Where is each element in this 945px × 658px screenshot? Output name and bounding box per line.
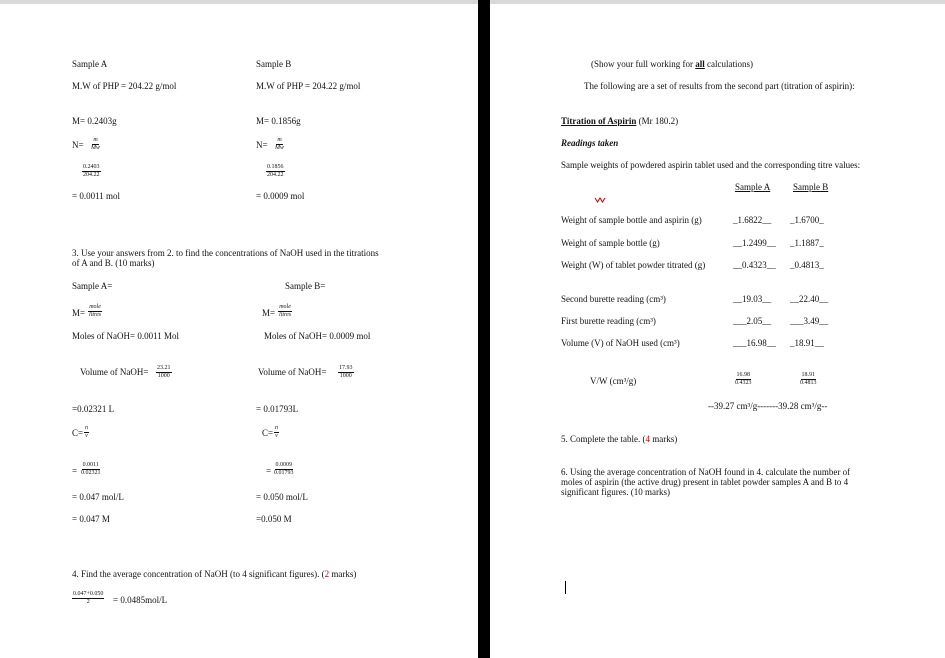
q6-line3: significant figures. (10 marks) bbox=[561, 487, 670, 497]
n-formula-b: $\frac{m}{Mw}$ bbox=[275, 137, 284, 151]
conc-b-eq: = bbox=[266, 466, 272, 476]
calc-b: $\frac{0.1856}{204.22}$ bbox=[267, 164, 284, 178]
page-divider bbox=[478, 0, 490, 658]
row-3-b: __22.40__ bbox=[790, 294, 829, 304]
intro: The following are a set of results from the second part (titration of aspirin): bbox=[584, 81, 855, 91]
row-1-b: _1.1887_ bbox=[790, 238, 824, 248]
vw-label: V/W (cm³/g) bbox=[590, 376, 637, 386]
row-0-a: _1.6822__ bbox=[733, 215, 772, 225]
sample-a-header: Sample A bbox=[72, 59, 108, 69]
q6-line2: moles of aspirin (the active drug) present in tablet powder samples A and B to 4 bbox=[561, 477, 849, 487]
molL-a: = 0.047 mol/L bbox=[72, 492, 124, 502]
readings-label: Readings taken bbox=[561, 138, 619, 148]
sample-weights: Sample weights of powdered aspirin tablet used and the corresponding titre values: bbox=[561, 160, 861, 170]
conc-b-fraction: $\frac{0.0009}{0.01793}$ bbox=[274, 462, 294, 476]
q5: 5. Complete the table. (4 marks) bbox=[561, 434, 678, 444]
col-b-header: Sample B bbox=[793, 182, 829, 192]
m-formula-b: mole litres bbox=[279, 304, 292, 318]
row-5-a: ___16.98__ bbox=[733, 338, 776, 348]
mol-b: = 0.0009 mol bbox=[256, 191, 305, 201]
vol-b-fraction: $\frac{17.93}{1000}$ bbox=[339, 365, 353, 379]
M-b: =0.050 M bbox=[256, 514, 292, 524]
vol-a-fraction: $\frac{23.21}{1000}$ bbox=[157, 365, 171, 379]
spelling-mark-icon bbox=[594, 196, 606, 204]
c-label-b: C= bbox=[262, 428, 274, 438]
row-2-a: __0.4323__ bbox=[733, 260, 776, 270]
section-heading: Titration of Aspirin (Mr 180.2) bbox=[561, 116, 679, 126]
sample-a-eq: Sample A= bbox=[72, 281, 113, 291]
m-formula-a: mole litres bbox=[89, 304, 102, 318]
c-formula-a: $\frac{n}{v}$ bbox=[85, 425, 88, 439]
m-label-b: M= bbox=[262, 308, 276, 318]
row-0-b: _1.6700_ bbox=[790, 215, 824, 225]
row-5-label: Volume (V) of NaOH used (cm³) bbox=[561, 338, 680, 348]
m-label-a: M= bbox=[72, 308, 86, 318]
n-label-a: N= bbox=[72, 140, 84, 150]
moles-a: Moles of NaOH= 0.0011 Mol bbox=[72, 331, 179, 341]
sample-b-eq: Sample B= bbox=[285, 281, 326, 291]
M-a: = 0.047 M bbox=[72, 514, 110, 524]
vol-a-label: Volume of NaOH= bbox=[80, 367, 149, 377]
vw-b-fraction: $\frac{18.91}{0.4813}$ bbox=[800, 372, 817, 386]
mw-b: M.W of PHP = 204.22 g/mol bbox=[256, 81, 361, 91]
conc-a-fraction: $\frac{0.0011}{0.02321}$ bbox=[81, 462, 101, 476]
instruction: (Show your full working for all calculations) bbox=[591, 59, 753, 69]
col-a-header: Sample A bbox=[735, 182, 771, 192]
molL-b: = 0.050 mol/L bbox=[256, 492, 308, 502]
n-label-b: N= bbox=[256, 140, 268, 150]
sample-b-header: Sample B bbox=[256, 59, 292, 69]
row-2-label: Weight (W) of tablet powder titrated (g) bbox=[561, 260, 706, 270]
mol-a: = 0.0011 mol bbox=[72, 191, 120, 201]
c-formula-b: $\frac{n}{v}$ bbox=[275, 425, 278, 439]
row-3-a: __19.03__ bbox=[733, 294, 772, 304]
vol-b-result: = 0.01793L bbox=[256, 404, 299, 414]
text-cursor bbox=[565, 581, 566, 594]
row-4-b: ___3.49__ bbox=[790, 316, 829, 326]
mw-a: M.W of PHP = 204.22 g/mol bbox=[72, 81, 177, 91]
moles-b: Moles of NaOH= 0.0009 mol bbox=[264, 331, 371, 341]
document-page-right[interactable] bbox=[490, 4, 945, 658]
n-formula-a: $\frac{m}{Mw}$ bbox=[91, 137, 100, 151]
row-4-a: ___2.05__ bbox=[733, 316, 772, 326]
avg-fraction: $\frac{0.047+0.050}{2}$ bbox=[73, 591, 104, 605]
vw-result: --39.27 cm³/g-------39.28 cm³/g-- bbox=[708, 401, 828, 411]
row-1-a: __1.2499__ bbox=[733, 238, 776, 248]
c-label-a: C= bbox=[72, 428, 84, 438]
vw-a-fraction: $\frac{16.98}{0.4323}$ bbox=[735, 372, 752, 386]
q3-line2: of A and B. (10 marks) bbox=[72, 258, 155, 268]
q3-line1: 3. Use your answers from 2. to find the concentrations of NaOH used in the titrations bbox=[72, 248, 379, 258]
avg-result: = 0.0485mol/L bbox=[113, 595, 168, 605]
vol-a-result: =0.02321 L bbox=[72, 404, 115, 414]
document-page-left[interactable] bbox=[0, 4, 478, 658]
row-1-label: Weight of sample bottle (g) bbox=[561, 238, 660, 248]
mass-b: M= 0.1856g bbox=[256, 116, 301, 126]
row-5-b: _18.91__ bbox=[790, 338, 824, 348]
q6-line1: 6. Using the average concentration of NaOH found in 4. calculate the number of bbox=[561, 467, 851, 477]
row-0-label: Weight of sample bottle and aspirin (g) bbox=[561, 215, 702, 225]
row-3-label: Second burette reading (cm³) bbox=[561, 294, 666, 304]
conc-a-eq: = bbox=[72, 466, 78, 476]
mass-a: M= 0.2403g bbox=[72, 116, 117, 126]
q4-text: 4. Find the average concentration of NaOH (to 4 significant figures). (2 marks) bbox=[72, 569, 357, 579]
vol-b-label: Volume of NaOH= bbox=[258, 367, 327, 377]
row-2-b: _0.4813_ bbox=[790, 260, 824, 270]
calc-a: $\frac{0.2403}{204.22}$ bbox=[83, 164, 100, 178]
row-4-label: First burette reading (cm³) bbox=[561, 316, 656, 326]
